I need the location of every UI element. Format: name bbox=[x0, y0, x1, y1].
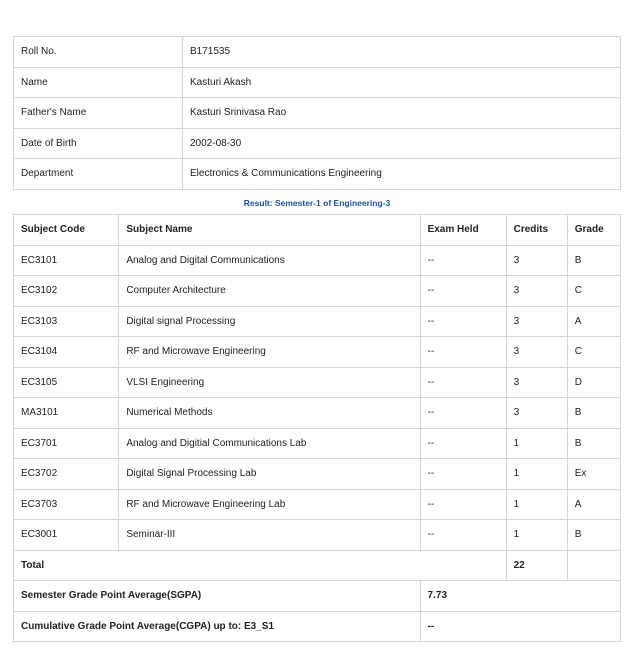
student-info-label: Name bbox=[14, 67, 183, 98]
subject-row bbox=[14, 520, 621, 551]
student-info-row bbox=[14, 159, 621, 190]
subject-name-cell: RF and Microwave Engineering bbox=[119, 337, 420, 368]
subject-name-cell: Analog and Digitial Communications Lab bbox=[119, 428, 420, 459]
student-info-label: Department bbox=[14, 159, 183, 190]
grade-cell: Ex bbox=[567, 459, 620, 490]
student-info-value: B171535 bbox=[183, 37, 621, 68]
credits-cell: 1 bbox=[506, 489, 567, 520]
grade-cell: A bbox=[567, 489, 620, 520]
subject-name-cell: VLSI Engineering bbox=[119, 367, 420, 398]
subject-row bbox=[14, 337, 621, 368]
total-row bbox=[14, 550, 621, 581]
cgpa-row bbox=[14, 611, 621, 642]
student-info-row bbox=[14, 98, 621, 129]
exam-held-cell: -- bbox=[420, 459, 506, 490]
cgpa-label: Cumulative Grade Point Average(CGPA) up to: E3_S1 bbox=[14, 611, 421, 642]
header-exam-held: Exam Held bbox=[420, 215, 506, 246]
student-info-row bbox=[14, 37, 621, 68]
subject-name-cell: Computer Architecture bbox=[119, 276, 420, 307]
subject-row bbox=[14, 245, 621, 276]
header-grade: Grade bbox=[567, 215, 620, 246]
subject-name-cell: Digital signal Processing bbox=[119, 306, 420, 337]
subject-row bbox=[14, 428, 621, 459]
subject-name-cell: Seminar-III bbox=[119, 520, 420, 551]
student-info-label: Date of Birth bbox=[14, 128, 183, 159]
credits-cell: 3 bbox=[506, 276, 567, 307]
header-subject-name: Subject Name bbox=[119, 215, 420, 246]
credits-cell: 1 bbox=[506, 520, 567, 551]
subject-row bbox=[14, 459, 621, 490]
subject-code-cell: EC3702 bbox=[14, 459, 119, 490]
total-grade-empty bbox=[567, 550, 620, 581]
exam-held-cell: -- bbox=[420, 276, 506, 307]
header-subject-code: Subject Code bbox=[14, 215, 119, 246]
subject-row bbox=[14, 276, 621, 307]
credits-cell: 3 bbox=[506, 306, 567, 337]
subject-row bbox=[14, 306, 621, 337]
exam-held-cell: -- bbox=[420, 306, 506, 337]
subject-row bbox=[14, 398, 621, 429]
total-credits: 22 bbox=[506, 550, 567, 581]
subject-row bbox=[14, 489, 621, 520]
header-credits: Credits bbox=[506, 215, 567, 246]
student-info-table bbox=[13, 36, 621, 190]
grade-cell: B bbox=[567, 245, 620, 276]
credits-cell: 3 bbox=[506, 245, 567, 276]
sgpa-label: Semester Grade Point Average(SGPA) bbox=[14, 581, 421, 612]
grade-cell: C bbox=[567, 276, 620, 307]
student-info-value: Kasturi Akash bbox=[183, 67, 621, 98]
student-info-label: Roll No. bbox=[14, 37, 183, 68]
student-info-value: 2002-08-30 bbox=[183, 128, 621, 159]
exam-held-cell: -- bbox=[420, 428, 506, 459]
subject-name-cell: Analog and Digital Communications bbox=[119, 245, 420, 276]
subject-code-cell: EC3101 bbox=[14, 245, 119, 276]
grade-cell: A bbox=[567, 306, 620, 337]
subject-code-cell: EC3104 bbox=[14, 337, 119, 368]
grade-cell: C bbox=[567, 337, 620, 368]
exam-held-cell: -- bbox=[420, 245, 506, 276]
student-info-row bbox=[14, 67, 621, 98]
student-info-body bbox=[14, 37, 621, 190]
marks-header-row bbox=[14, 215, 621, 246]
subject-code-cell: EC3701 bbox=[14, 428, 119, 459]
cgpa-value: -- bbox=[420, 611, 620, 642]
student-info-value: Kasturi Srinivasa Rao bbox=[183, 98, 621, 129]
exam-held-cell: -- bbox=[420, 337, 506, 368]
exam-held-cell: -- bbox=[420, 367, 506, 398]
grade-cell: D bbox=[567, 367, 620, 398]
subject-code-cell: EC3105 bbox=[14, 367, 119, 398]
credits-cell: 3 bbox=[506, 337, 567, 368]
student-info-row bbox=[14, 128, 621, 159]
subject-name-cell: Numerical Methods bbox=[119, 398, 420, 429]
credits-cell: 1 bbox=[506, 459, 567, 490]
exam-held-cell: -- bbox=[420, 489, 506, 520]
student-info-label: Father's Name bbox=[14, 98, 183, 129]
grade-cell: B bbox=[567, 428, 620, 459]
subject-code-cell: MA3101 bbox=[14, 398, 119, 429]
subject-row bbox=[14, 367, 621, 398]
subject-name-cell: RF and Microwave Engineering Lab bbox=[119, 489, 420, 520]
marks-header bbox=[14, 215, 621, 246]
subject-code-cell: EC3102 bbox=[14, 276, 119, 307]
total-label: Total bbox=[14, 550, 507, 581]
grade-cell: B bbox=[567, 520, 620, 551]
exam-held-cell: -- bbox=[420, 520, 506, 551]
sgpa-value: 7.73 bbox=[420, 581, 620, 612]
marks-table bbox=[13, 214, 621, 642]
sgpa-row bbox=[14, 581, 621, 612]
subject-code-cell: EC3703 bbox=[14, 489, 119, 520]
credits-cell: 3 bbox=[506, 398, 567, 429]
marks-body bbox=[14, 245, 621, 550]
credits-cell: 1 bbox=[506, 428, 567, 459]
credits-cell: 3 bbox=[506, 367, 567, 398]
marks-summary bbox=[14, 550, 621, 642]
exam-held-cell: -- bbox=[420, 398, 506, 429]
subject-code-cell: EC3001 bbox=[14, 520, 119, 551]
grade-cell: B bbox=[567, 398, 620, 429]
subject-code-cell: EC3103 bbox=[14, 306, 119, 337]
result-title: Result: Semester-1 of Engineering-3 bbox=[243, 198, 391, 208]
student-info-value: Electronics & Communications Engineering bbox=[183, 159, 621, 190]
subject-name-cell: Digital Signal Processing Lab bbox=[119, 459, 420, 490]
